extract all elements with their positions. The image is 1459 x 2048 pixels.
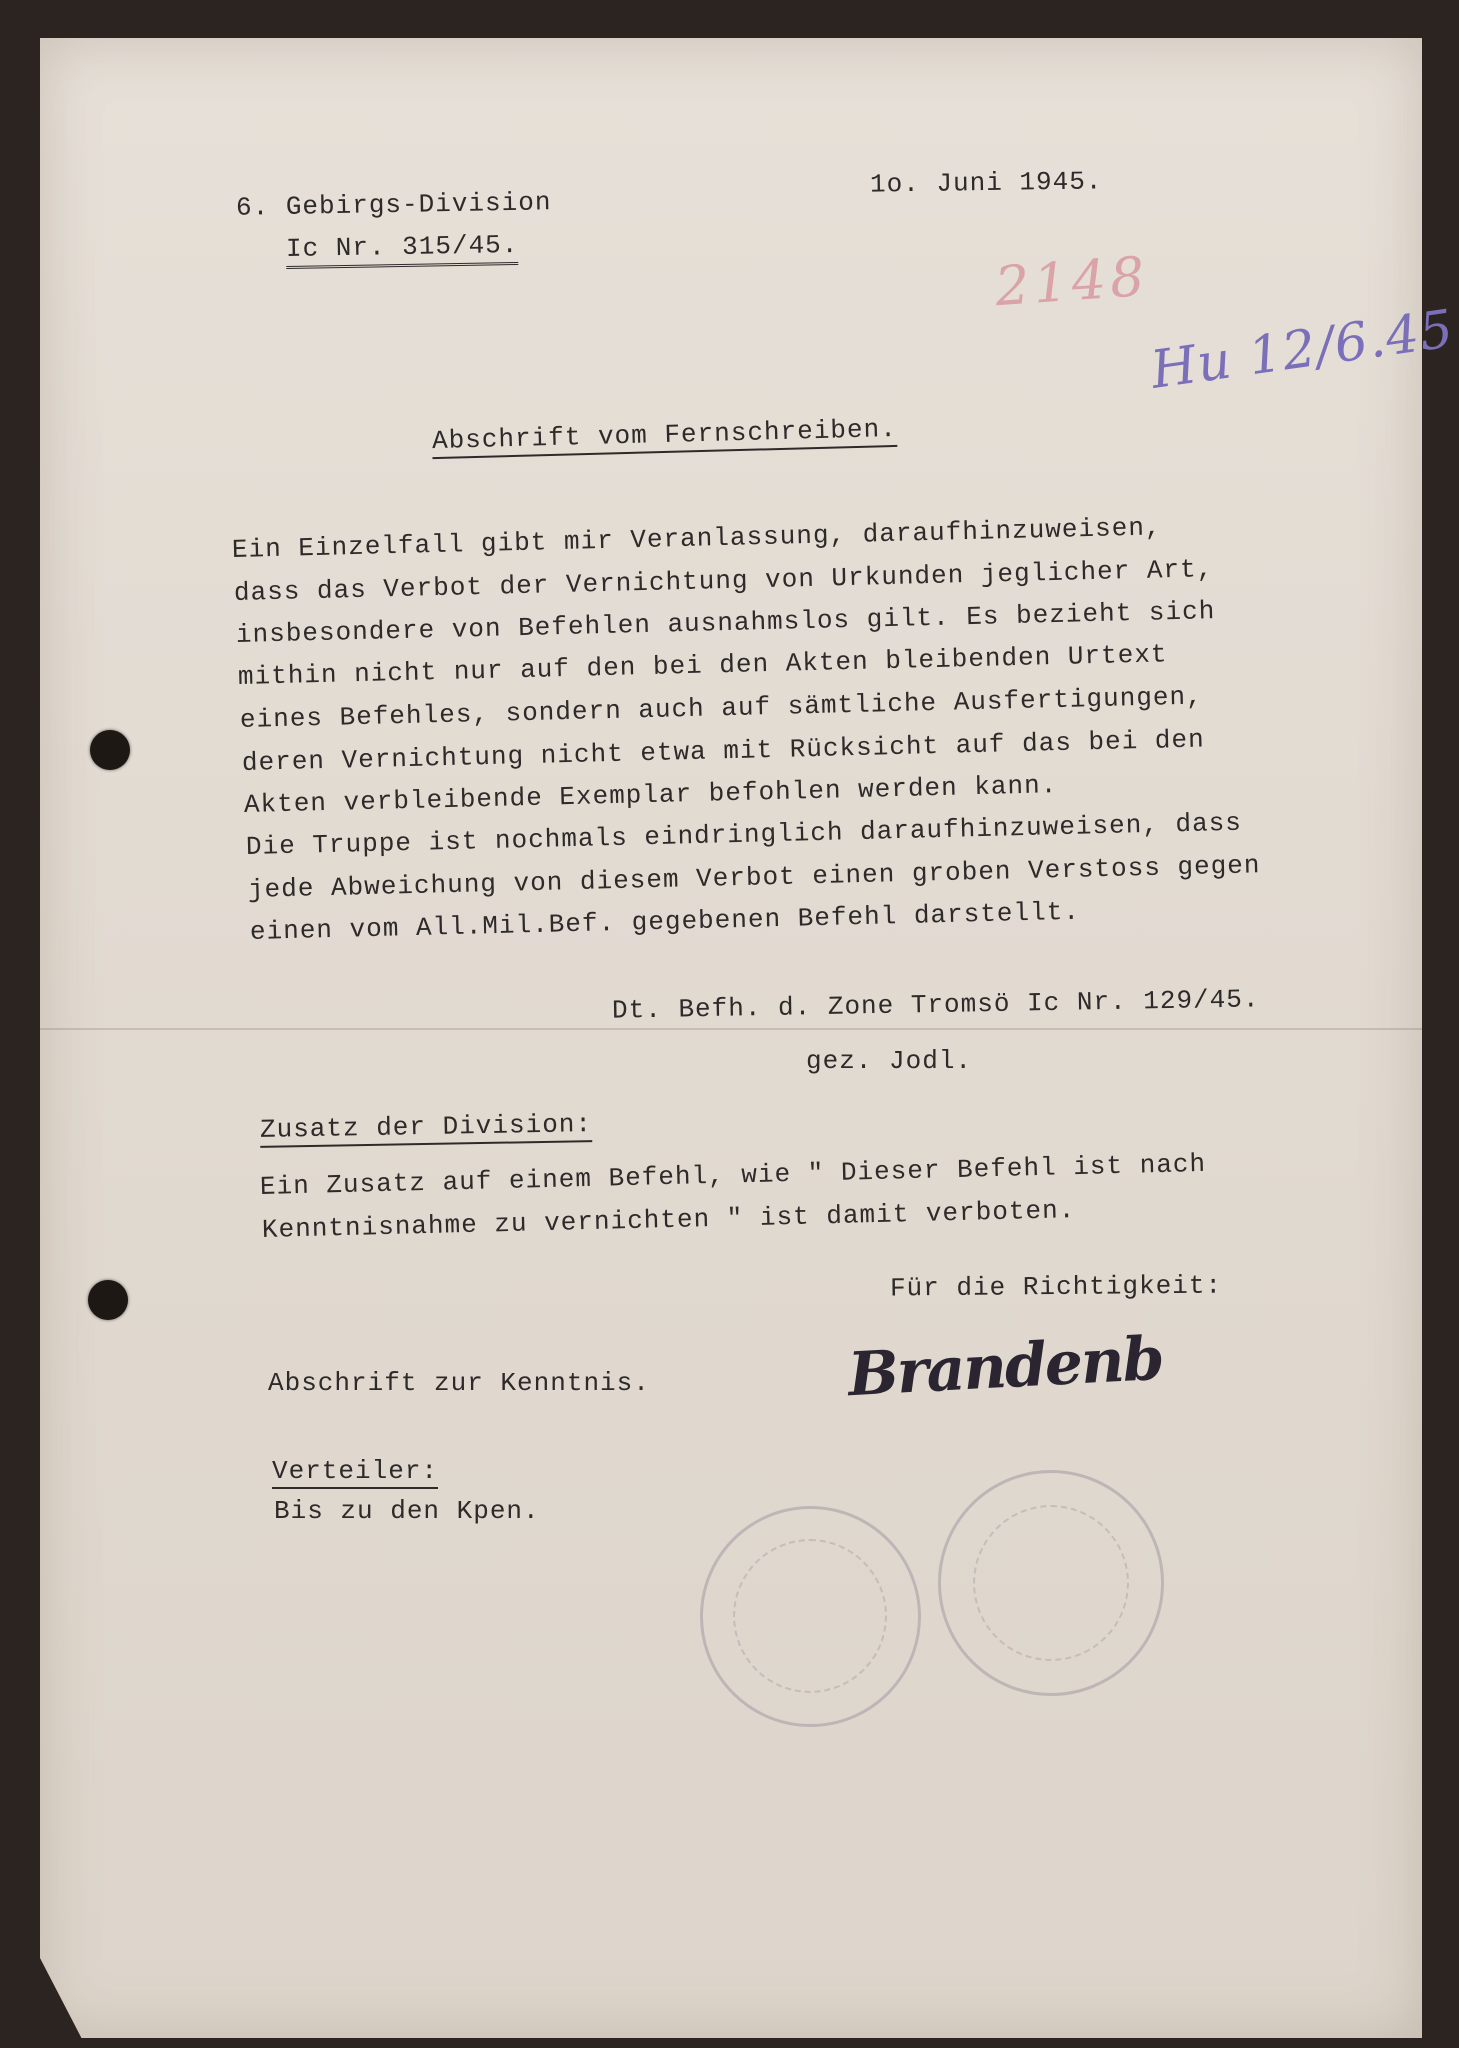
faded-stamp-left [700, 1506, 921, 1727]
document-title: Abschrift vom Fernschreiben. [432, 414, 898, 459]
signed-by: gez. Jodl. [806, 1046, 973, 1076]
reference-number: Ic Nr. 315/45. [286, 230, 519, 269]
faded-stamp-right [938, 1470, 1164, 1696]
red-handwritten-number: 2148 [992, 244, 1151, 319]
body-line: deren Vernichtung nicht etwa mit Rücksicht auf das bei den [241, 724, 1206, 778]
body-line: Die Truppe ist nochmals eindringlich daraufhinzuweisen, dass [245, 807, 1243, 862]
division-name: 6. Gebirgs-Division [235, 187, 552, 223]
body-line: insbesondere von Befehlen ausnahmslos gilt. Es bezieht sich [235, 596, 1216, 650]
distribution-line: Bis zu den Kpen. [274, 1496, 540, 1526]
handwritten-signature: Brandenb [846, 1323, 1165, 1411]
body-line: dass das Verbot der Vernichtung von Urkunden jeglicher Art, [233, 554, 1214, 608]
distribution-heading: Verteiler: [272, 1456, 438, 1489]
punch-hole-top [90, 730, 130, 770]
sender-reference: Dt. Befh. d. Zone Tromsö Ic Nr. 129/45. [611, 984, 1260, 1026]
body-line: mithin nicht nur auf den bei den Akten bleibenden Urtext [237, 639, 1168, 692]
body-line: einen vom All.Mil.Bef. gegebenen Befehl darstellt. [249, 896, 1081, 947]
copy-note: Abschrift zur Kenntnis. [268, 1368, 650, 1398]
body-line: Akten verbleibende Exemplar befohlen werden kann. [243, 770, 1058, 820]
addendum-heading: Zusatz der Division: [260, 1109, 593, 1148]
document-date: 1o. Juni 1945. [869, 166, 1103, 200]
blue-handwritten-initials: Hu 12/6.45 [1147, 299, 1458, 401]
body-line: eines Befehles, sondern auch auf sämtliche Ausfertigungen, [239, 681, 1204, 735]
fold-crease [40, 1028, 1422, 1030]
addendum-line: Kenntnisnahme zu vernichten " ist damit verboten. [261, 1195, 1076, 1245]
addendum-line: Ein Zusatz auf einem Befehl, wie " Dieser Befehl ist nach [259, 1148, 1207, 1202]
punch-hole-bottom [88, 1280, 128, 1320]
certification-label: Für die Richtigkeit: [889, 1270, 1223, 1304]
body-line: jede Abweichung von diesem Verbot einen groben Verstoss gegen [247, 850, 1261, 905]
body-line: Ein Einzelfall gibt mir Veranlassung, daraufhinzuweisen, [231, 512, 1162, 565]
